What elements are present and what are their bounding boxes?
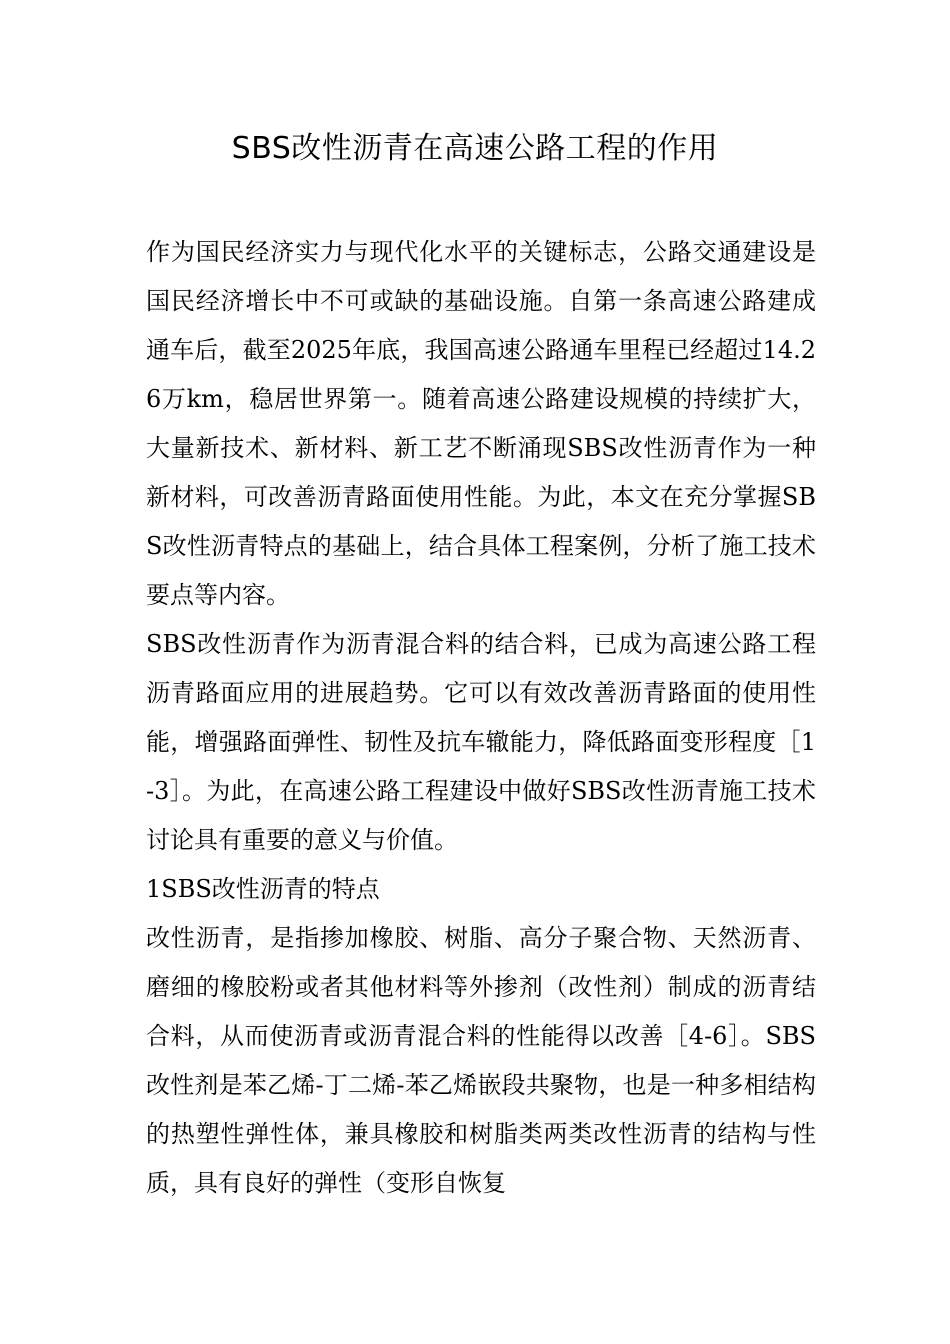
paragraph-sbs-role: SBS改性沥青作为沥青混合料的结合料，已成为高速公路工程沥青路面应用的进展趋势。它可以有效改善沥青路面的使用性能，增强路面弹性、韧性及抗车辙能力，降低路面变形程度［1-3］。为此，在高速公路工程建设中做好SBS改性沥青施工技术讨论具有重要的意义与价值。 — [146, 630, 816, 854]
document-body — [146, 228, 816, 1208]
paragraph-intro: 作为国民经济实力与现代化水平的关键标志，公路交通建设是国民经济增长中不可或缺的基础设施。自第一条高速公路建成通车后，截至2025年底，我国高速公路通车里程已经超过14.26万km，稳居世界第一。随着高速公路建设规模的持续扩大，大量新技术、新材料、新工艺不断涌现SBS改性沥青作为一种新材料，可改善沥青路面使用性能。为此，本文在充分掌握SBS改性沥青特点的基础上，结合具体工程案例，分析了施工技术要点等内容。 — [146, 238, 816, 609]
section-heading-sbs-features: 1SBS改性沥青的特点 — [146, 875, 380, 903]
paragraph-modified-asphalt: 改性沥青，是指掺加橡胶、树脂、高分子聚合物、天然沥青、磨细的橡胶粉或者其他材料等外掺剂（改性剂）制成的沥青结合料，从而使沥青或沥青混合料的性能得以改善［4-6］。SBS改性剂是苯乙烯-丁二烯-苯乙烯嵌段共聚物，也是一种多相结构的热塑性弹性体，兼具橡胶和树脂类两类改性沥青的结构与性质，具有良好的弹性（变形自恢复 — [146, 924, 816, 1197]
document-title: SBS改性沥青在高速公路工程的作用 — [231, 131, 719, 166]
